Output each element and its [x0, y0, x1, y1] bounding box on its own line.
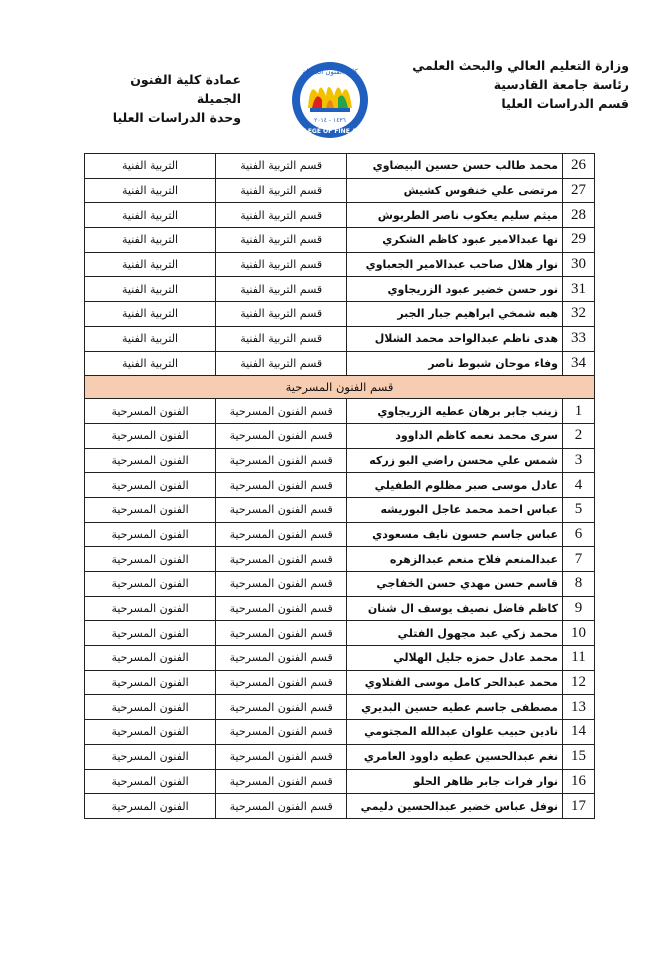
specialization: التربية الفنية	[85, 228, 216, 253]
table-row	[85, 670, 595, 695]
row-number: 8	[563, 572, 595, 597]
specialization: الفنون المسرحية	[85, 399, 216, 424]
table-row	[85, 351, 595, 376]
department: قسم الفنون المسرحية	[216, 522, 347, 547]
table-row	[85, 646, 595, 671]
student-name: محمد عادل حمزه جليل الهلالي	[347, 646, 563, 671]
table-row	[85, 423, 595, 448]
table-row	[85, 399, 595, 424]
specialization: الفنون المسرحية	[85, 547, 216, 572]
row-number: 14	[563, 720, 595, 745]
row-number: 26	[563, 154, 595, 179]
department: قسم الفنون المسرحية	[216, 670, 347, 695]
student-name: عادل موسى صبر مظلوم الطفيلي	[347, 473, 563, 498]
row-number: 11	[563, 646, 595, 671]
students-table-body	[85, 154, 595, 819]
table-row	[85, 744, 595, 769]
table-row	[85, 228, 595, 253]
specialization: التربية الفنية	[85, 154, 216, 179]
table-row	[85, 448, 595, 473]
row-number: 12	[563, 670, 595, 695]
student-name: سرى محمد نعمه كاظم الداوود	[347, 423, 563, 448]
table-row	[85, 252, 595, 277]
department: قسم التربية الفنية	[216, 302, 347, 327]
specialization: الفنون المسرحية	[85, 423, 216, 448]
row-number: 16	[563, 769, 595, 794]
department: قسم الفنون المسرحية	[216, 497, 347, 522]
ministry-name: وزارة التعليم العالي والبحث العلمي	[412, 58, 629, 73]
document-header	[0, 48, 667, 148]
row-number: 13	[563, 695, 595, 720]
row-number: 7	[563, 547, 595, 572]
row-number: 6	[563, 522, 595, 547]
row-number: 30	[563, 252, 595, 277]
table-row	[85, 572, 595, 597]
specialization: الفنون المسرحية	[85, 769, 216, 794]
student-name: نغم عبدالحسين عطيه داوود العامري	[347, 744, 563, 769]
table-row	[85, 720, 595, 745]
student-name: مصطفى جاسم عطيه حسين البديري	[347, 695, 563, 720]
logo-ring-text: COLLEGE OF FINE ARTS	[290, 128, 370, 135]
specialization: الفنون المسرحية	[85, 794, 216, 819]
student-name: عباس جاسم حسون نايف مسعودي	[347, 522, 563, 547]
department: قسم التربية الفنية	[216, 326, 347, 351]
student-name: وفاء موحان شبوط ناصر	[347, 351, 563, 376]
specialization: التربية الفنية	[85, 252, 216, 277]
department: قسم التربية الفنية	[216, 154, 347, 179]
specialization: الفنون المسرحية	[85, 497, 216, 522]
student-name: نادين حبيب علوان عبدالله المجتومي	[347, 720, 563, 745]
row-number: 17	[563, 794, 595, 819]
student-name: نوار هلال صاحب عبدالامير الجعباوي	[347, 252, 563, 277]
specialization: التربية الفنية	[85, 203, 216, 228]
department: قسم التربية الفنية	[216, 203, 347, 228]
table-row	[85, 695, 595, 720]
department: قسم الفنون المسرحية	[216, 473, 347, 498]
department: قسم الفنون المسرحية	[216, 720, 347, 745]
table-row	[85, 794, 595, 819]
graduate-studies-dept: قسم الدراسات العليا	[501, 96, 629, 111]
student-name: نوار فرات جابر ظاهر الحلو	[347, 769, 563, 794]
specialization: الفنون المسرحية	[85, 596, 216, 621]
specialization: الفنون المسرحية	[85, 572, 216, 597]
college-seal-icon	[288, 50, 372, 146]
department: قسم الفنون المسرحية	[216, 596, 347, 621]
student-name: ميثم سليم يعكوب ناصر الطربوش	[347, 203, 563, 228]
department: قسم الفنون المسرحية	[216, 423, 347, 448]
college-seal-logo	[288, 50, 372, 146]
table-row	[85, 473, 595, 498]
row-number: 9	[563, 596, 595, 621]
department: قسم التربية الفنية	[216, 351, 347, 376]
specialization: التربية الفنية	[85, 302, 216, 327]
specialization: الفنون المسرحية	[85, 448, 216, 473]
specialization: التربية الفنية	[85, 351, 216, 376]
row-number: 4	[563, 473, 595, 498]
student-name: شمس علي محسن راضي البو زركه	[347, 448, 563, 473]
department: قسم الفنون المسرحية	[216, 572, 347, 597]
table-row	[85, 522, 595, 547]
department: قسم التربية الفنية	[216, 277, 347, 302]
row-number: 29	[563, 228, 595, 253]
section-title: قسم الفنون المسرحية	[85, 376, 595, 399]
student-name: زينب جابر برهان عطيه الزريجاوي	[347, 399, 563, 424]
specialization: الفنون المسرحية	[85, 522, 216, 547]
student-name: محمد طالب حسن حسين البيضاوي	[347, 154, 563, 179]
table-row	[85, 621, 595, 646]
logo-year-text: ١٤٣٦ - ٢٠١٤	[314, 117, 346, 124]
row-number: 32	[563, 302, 595, 327]
logo-top-text: كلية الفنون الجميلة	[302, 68, 358, 76]
student-name: كاظم فاضل نصيف يوسف ال شنان	[347, 596, 563, 621]
specialization: التربية الفنية	[85, 178, 216, 203]
student-name: محمد عبدالحر كامل موسى الفتلاوي	[347, 670, 563, 695]
table-row	[85, 302, 595, 327]
specialization: الفنون المسرحية	[85, 646, 216, 671]
students-table	[84, 153, 595, 819]
specialization: الفنون المسرحية	[85, 670, 216, 695]
row-number: 3	[563, 448, 595, 473]
table-row	[85, 154, 595, 179]
graduate-unit-name: وحدة الدراسات العليا	[112, 110, 241, 125]
row-number: 5	[563, 497, 595, 522]
table-row	[85, 277, 595, 302]
specialization: الفنون المسرحية	[85, 621, 216, 646]
student-name: هدى ناظم عبدالواحد محمد الشلال	[347, 326, 563, 351]
row-number: 15	[563, 744, 595, 769]
specialization: التربية الفنية	[85, 326, 216, 351]
row-number: 1	[563, 399, 595, 424]
department: قسم التربية الفنية	[216, 228, 347, 253]
department: قسم الفنون المسرحية	[216, 399, 347, 424]
specialization: الفنون المسرحية	[85, 695, 216, 720]
row-number: 33	[563, 326, 595, 351]
department: قسم الفنون المسرحية	[216, 695, 347, 720]
university-presidency: رئاسة جامعة القادسية	[493, 77, 629, 92]
specialization: التربية الفنية	[85, 277, 216, 302]
student-name: قاسم حسن مهدي حسن الخفاجي	[347, 572, 563, 597]
student-name: عباس احمد محمد عاجل البوريشه	[347, 497, 563, 522]
department: قسم التربية الفنية	[216, 178, 347, 203]
specialization: الفنون المسرحية	[85, 720, 216, 745]
table-row	[85, 203, 595, 228]
deanship-heading	[96, 70, 241, 127]
student-name: عبدالمنعم فلاح منعم عبدالزهره	[347, 547, 563, 572]
table-row	[85, 497, 595, 522]
table-row	[85, 547, 595, 572]
table-row	[85, 769, 595, 794]
row-number: 28	[563, 203, 595, 228]
specialization: الفنون المسرحية	[85, 744, 216, 769]
department: قسم التربية الفنية	[216, 252, 347, 277]
table-row	[85, 596, 595, 621]
department: قسم الفنون المسرحية	[216, 448, 347, 473]
row-number: 31	[563, 277, 595, 302]
row-number: 2	[563, 423, 595, 448]
student-name: محمد زكي عبد مجهول الفتلي	[347, 621, 563, 646]
row-number: 10	[563, 621, 595, 646]
department: قسم الفنون المسرحية	[216, 547, 347, 572]
department: قسم الفنون المسرحية	[216, 769, 347, 794]
table-row	[85, 326, 595, 351]
student-name: نها عبدالامير عبود كاظم الشكري	[347, 228, 563, 253]
department: قسم الفنون المسرحية	[216, 744, 347, 769]
ministry-heading	[412, 56, 629, 113]
student-name: نوفل عباس خضير عبدالحسين دليمي	[347, 794, 563, 819]
student-name: نور حسن خضير عبود الزريجاوي	[347, 277, 563, 302]
student-name: هبه شمخي ابراهيم جبار الجبر	[347, 302, 563, 327]
row-number: 34	[563, 351, 595, 376]
student-name: مرتضى علي خنفوس كشيش	[347, 178, 563, 203]
department: قسم الفنون المسرحية	[216, 621, 347, 646]
specialization: الفنون المسرحية	[85, 473, 216, 498]
table-row	[85, 178, 595, 203]
deanship-name: عمادة كلية الفنون الجميلة	[130, 72, 241, 106]
department: قسم الفنون المسرحية	[216, 794, 347, 819]
section-header-row	[85, 376, 595, 399]
row-number: 27	[563, 178, 595, 203]
department: قسم الفنون المسرحية	[216, 646, 347, 671]
